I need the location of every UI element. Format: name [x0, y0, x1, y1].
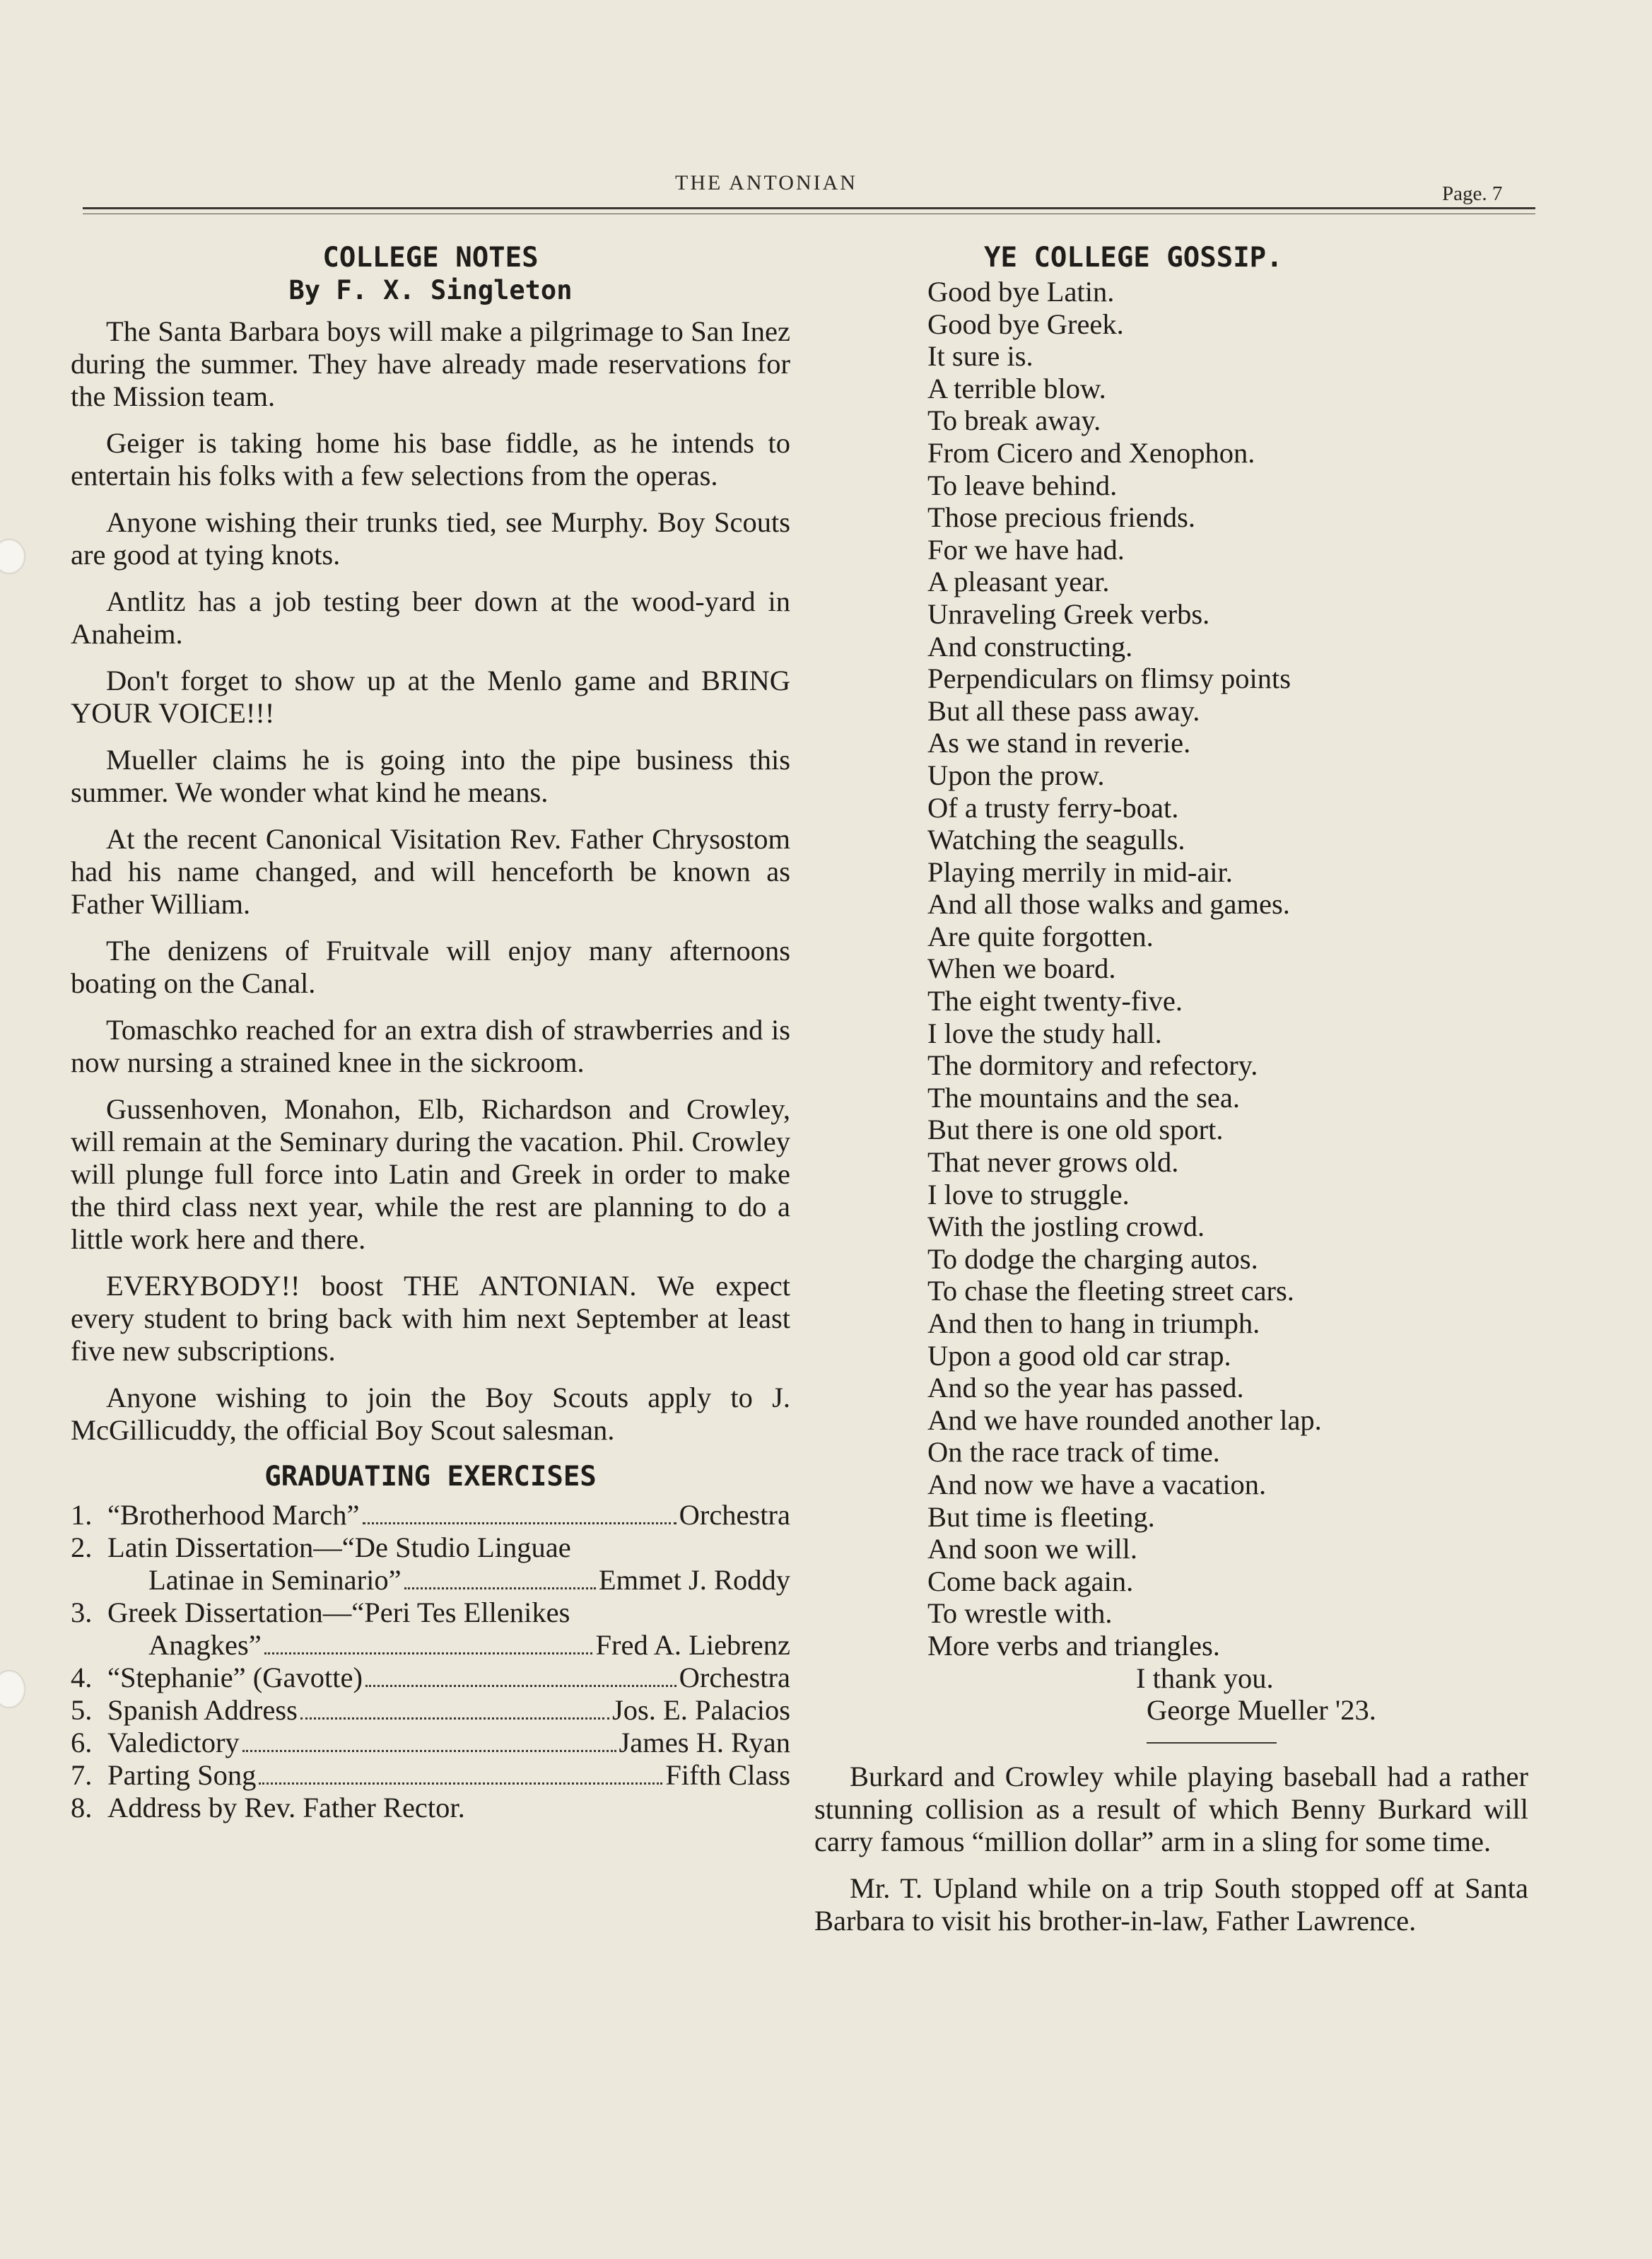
binder-hole [0, 1670, 25, 1708]
item-title: Anagkes” [148, 1629, 262, 1661]
item-number: 7. [71, 1759, 93, 1791]
poem-line: But all these pass away. [927, 694, 1200, 727]
poem-line: For we have had. [927, 533, 1125, 566]
note-paragraph: Mr. T. Upland while on a trip South stopped off at Santa Barbara to visit his brother-in-law, Father Lawrence. [814, 1872, 1528, 1937]
note-paragraph: Burkard and Crowley while playing baseball had a rather stunning collision as a result of which Benny Burkard will carry famous “million dollar” arm in a sling for some time. [814, 1760, 1528, 1857]
poem-line: And soon we will. [927, 1533, 1137, 1565]
college-notes-byline: By F. X. Singleton [288, 275, 573, 305]
poem-line: To chase the fleeting street cars. [927, 1275, 1294, 1307]
graduating-exercises-heading: GRADUATING EXERCISES [264, 1461, 597, 1493]
item-title: Spanish Address [107, 1694, 298, 1726]
poem-line: When we board. [927, 952, 1116, 985]
poem-line: Are quite forgotten. [927, 920, 1154, 952]
program-item-continued [71, 1564, 790, 1597]
item-title: Address by Rev. Father Rector. [107, 1792, 465, 1823]
poem-line: I love the study hall. [927, 1017, 1162, 1049]
note-paragraph: Anyone wishing their trunks tied, see Murphy. Boy Scouts are good at tying knots. [71, 506, 790, 571]
poem-closing: I thank you. [1136, 1662, 1274, 1694]
poem-line: But time is fleeting. [927, 1500, 1155, 1533]
poem-line: The dormitory and refectory. [927, 1049, 1258, 1082]
poem-line: The eight twenty-five. [927, 985, 1183, 1017]
poem-line: To wrestle with. [927, 1597, 1113, 1630]
item-title: Valedictory [107, 1727, 240, 1758]
item-performer: Emmet J. Roddy [598, 1564, 790, 1596]
poem-line: But there is one old sport. [927, 1114, 1224, 1146]
program-item [71, 1694, 790, 1727]
item-title: “Stephanie” (Gavotte) [107, 1662, 363, 1693]
poem-line: Of a trusty ferry-boat. [927, 791, 1179, 824]
poem-line: Come back again. [927, 1565, 1134, 1597]
poem-line: To leave behind. [927, 469, 1118, 501]
dot-leader [242, 1750, 616, 1752]
item-number: 1. [71, 1499, 93, 1531]
poem-line: It sure is. [927, 340, 1033, 373]
program-item [71, 1597, 790, 1629]
note-paragraph: Gussenhoven, Monahon, Elb, Richardson and Crowley, will remain at the Seminary during the vacation. Phil. Crowley will plunge full force into Latin and Greek in order to make the third class next year, while the rest are planning to do a little work here and there. [71, 1093, 790, 1255]
program-item [71, 1531, 790, 1564]
note-paragraph: Mueller claims he is going into the pipe business this summer. We wonder what kind he means. [71, 744, 790, 808]
poem-line: From Cicero and Xenophon. [927, 436, 1255, 469]
poem-line: Playing merrily in mid-air. [927, 856, 1233, 888]
poem-line: To break away. [927, 404, 1101, 437]
program-item [71, 1499, 790, 1531]
dot-leader [365, 1685, 676, 1687]
poem-line: A terrible blow. [927, 372, 1106, 404]
note-paragraph: At the recent Canonical Visitation Rev. Father Chrysostom had his name changed, and will henceforth be known as Father William. [71, 823, 790, 920]
dot-leader [363, 1522, 676, 1524]
item-performer: Orchestra [679, 1662, 790, 1693]
item-title: Parting Song [107, 1759, 257, 1791]
item-number: 4. [71, 1662, 93, 1693]
poem-line: Good bye Greek. [927, 308, 1124, 340]
program-item-continued [71, 1629, 790, 1662]
item-title: Greek Dissertation—“Peri Tes Ellenikes [107, 1597, 570, 1628]
poem-line: Perpendiculars on flimsy points [927, 662, 1291, 695]
header-rule-thick [83, 207, 1535, 209]
program-item [71, 1727, 790, 1759]
page-number: Page. 7 [1442, 182, 1503, 205]
college-notes-heading: COLLEGE NOTES [322, 242, 539, 274]
dot-leader [264, 1652, 593, 1654]
running-header-title: THE ANTONIAN [675, 171, 857, 194]
poem-line: Good bye Latin. [927, 276, 1115, 308]
poem-line: And now we have a vacation. [927, 1468, 1267, 1500]
item-number: 6. [71, 1727, 93, 1758]
item-performer: Fifth Class [665, 1759, 790, 1791]
program-list [71, 1499, 790, 1824]
poem-line: Watching the seagulls. [927, 824, 1185, 856]
item-performer: Jos. E. Palacios [612, 1694, 790, 1726]
dot-leader [404, 1587, 596, 1589]
poem-line: Upon the prow. [927, 759, 1105, 791]
item-title: Latinae in Seminario” [148, 1564, 402, 1596]
poem-line: And all those walks and games. [927, 888, 1290, 921]
right-column [814, 242, 1528, 1951]
poem-line: A pleasant year. [927, 566, 1110, 598]
note-paragraph: Don't forget to show up at the Menlo game and BRING YOUR VOICE!!! [71, 665, 790, 729]
program-item [71, 1792, 790, 1824]
program-item [71, 1662, 790, 1694]
dot-leader [259, 1782, 662, 1785]
poem-line: Unraveling Greek verbs. [927, 597, 1210, 630]
binder-hole [0, 539, 25, 574]
poem-line: Upon a good old car strap. [927, 1339, 1231, 1372]
item-title: Latin Dissertation—“De Studio Linguae [107, 1531, 571, 1563]
item-performer: James H. Ryan [619, 1727, 790, 1758]
item-number: 5. [71, 1694, 93, 1726]
item-number: 2. [71, 1531, 93, 1563]
poem-line: Those precious friends. [927, 501, 1196, 534]
note-paragraph: Geiger is taking home his base fiddle, as he intends to entertain his folks with a few selections from the operas. [71, 427, 790, 491]
note-paragraph: The denizens of Fruitvale will enjoy many afternoons boating on the Canal. [71, 935, 790, 999]
note-paragraph: Tomaschko reached for an extra dish of strawberries and is now nursing a strained knee in the sickroom. [71, 1014, 790, 1078]
poem-line: As we stand in reverie. [927, 727, 1191, 759]
gossip-poem [814, 276, 1528, 1662]
dot-leader [300, 1717, 609, 1720]
note-paragraph: EVERYBODY!! boost THE ANTONIAN. We expect every student to bring back with him next September at least five new subscriptions. [71, 1270, 790, 1367]
item-title: “Brotherhood March” [107, 1499, 360, 1531]
note-paragraph: The Santa Barbara boys will make a pilgrimage to San Inez during the summer. They have already made reservations for the Mission team. [71, 315, 790, 412]
poem-author: George Mueller '23. [1147, 1694, 1376, 1727]
gossip-heading: YE COLLEGE GOSSIP. [984, 242, 1283, 274]
item-number: 8. [71, 1792, 93, 1823]
poem-line: On the race track of time. [927, 1436, 1220, 1469]
poem-line: With the jostling crowd. [927, 1210, 1205, 1243]
program-item [71, 1759, 790, 1792]
poem-line: To dodge the charging autos. [927, 1242, 1258, 1275]
poem-line: And then to hang in triumph. [927, 1307, 1260, 1339]
poem-line: And constructing. [927, 630, 1133, 662]
item-number: 3. [71, 1597, 93, 1628]
item-performer: Orchestra [679, 1499, 790, 1531]
left-column [71, 242, 790, 1824]
section-divider [1147, 1742, 1277, 1744]
poem-line: And we have rounded another lap. [927, 1403, 1322, 1436]
note-paragraph: Antlitz has a job testing beer down at the wood-yard in Anaheim. [71, 585, 790, 650]
note-paragraph: Anyone wishing to join the Boy Scouts apply to J. McGillicuddy, the official Boy Scout salesman. [71, 1382, 790, 1446]
poem-line: The mountains and the sea. [927, 1081, 1240, 1114]
poem-line: That never grows old. [927, 1146, 1179, 1179]
poem-line: And so the year has passed. [927, 1372, 1244, 1404]
item-performer: Fred A. Liebrenz [595, 1629, 790, 1661]
poem-line: I love to struggle. [927, 1178, 1130, 1210]
poem-line: More verbs and triangles. [927, 1629, 1220, 1662]
